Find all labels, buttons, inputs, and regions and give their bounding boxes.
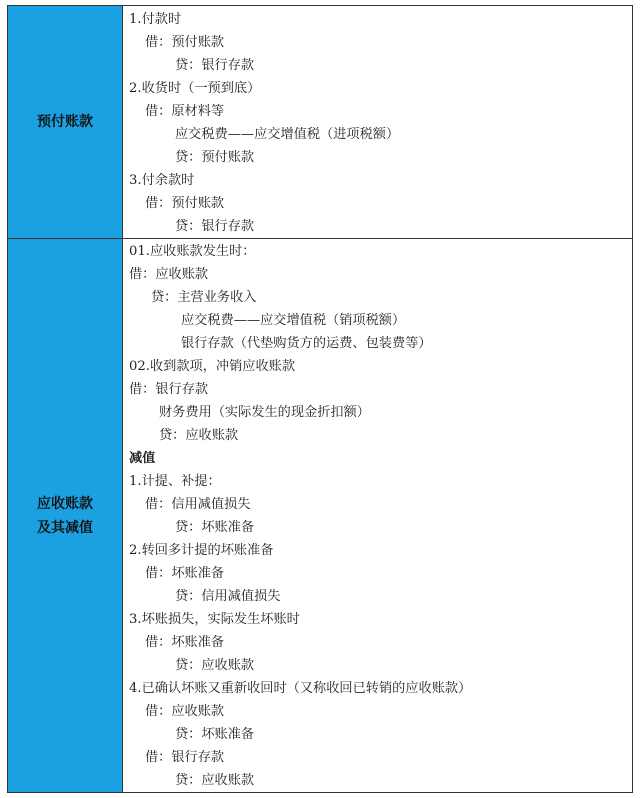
entry-line: 财务费用（实际发生的现金折扣额） [159,405,370,420]
table-row-prepaid [8,6,632,239]
row-label-cell [8,6,123,238]
row-content-cell [123,239,632,792]
entry-line: 贷：应收账款 [175,658,255,673]
entry-line: 借：预付账款 [145,35,225,50]
entry-line: 2.转回多计提的坏账准备 [129,543,274,558]
entry-line: 借：信用减值损失 [145,497,251,512]
entry-line: 3.付余款时 [129,173,195,188]
entry-line: 1.付款时 [129,12,182,27]
journal-entries-table [7,5,633,793]
entry-line: 银行存款（代垫购货方的运费、包装费等） [181,336,432,351]
entry-line: 贷：银行存款 [175,219,255,234]
entry-line: 贷：应收账款 [159,428,239,443]
entry-line: 借：坏账准备 [145,635,225,650]
entry-line: 借：应收账款 [129,267,209,282]
entry-line: 贷：坏账准备 [175,520,255,535]
entry-line: 贷：银行存款 [175,58,255,73]
entry-line: 借：银行存款 [145,750,225,765]
entry-line: 3.坏账损失，实际发生坏账时 [129,612,300,627]
entry-line: 贷：信用减值损失 [175,589,281,604]
entry-line: 借：坏账准备 [145,566,225,581]
entry-line: 借：原材料等 [145,104,225,119]
entry-line: 贷：预付账款 [175,150,255,165]
entry-line: 贷：坏账准备 [175,727,255,742]
entry-line: 02.收到款项，冲销应收账款 [129,359,296,374]
row-label: 预付账款 [37,114,93,130]
entry-line: 01.应收账款发生时： [129,244,256,259]
row-label: 应收账款 及其减值 [37,495,93,536]
entry-line: 1.计提、补提： [129,474,221,489]
section-heading-impairment: 减值 [129,451,156,466]
entry-line: 借：银行存款 [129,382,209,397]
row-content-cell [123,6,632,238]
table-row-receivables [8,239,632,792]
entry-line: 2.收货时（一预到底） [129,81,261,96]
entry-line: 应交税费——应交增值税（进项税额） [175,127,400,142]
row-label-cell [8,239,123,792]
entry-line: 贷：应收账款 [175,773,255,788]
entry-line: 借：应收账款 [145,704,225,719]
entry-line: 贷：主营业务收入 [151,290,257,305]
entry-line: 借：预付账款 [145,196,225,211]
entry-line: 4.已确认坏账又重新收回时（又称收回已转销的应收账款） [129,681,472,696]
entry-line: 应交税费——应交增值税（销项税额） [181,313,406,328]
